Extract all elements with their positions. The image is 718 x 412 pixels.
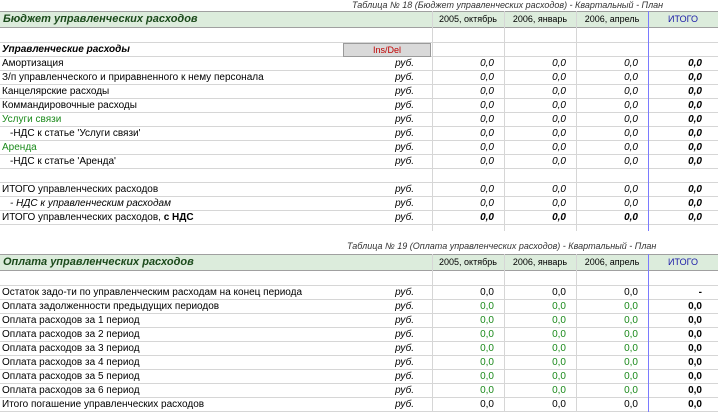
total-cell: 0,0 bbox=[688, 72, 702, 83]
value-cell: 0,0 bbox=[624, 58, 638, 69]
spacer-row bbox=[0, 272, 718, 286]
unit-cell: руб. bbox=[395, 128, 414, 139]
table18-col-2: 2006, январь bbox=[512, 14, 568, 24]
table19-title: Оплата управленческих расходов bbox=[3, 256, 194, 268]
unit-cell: руб. bbox=[395, 301, 414, 312]
section-title: Управленческие расходы bbox=[2, 44, 130, 55]
row-label: Оплата расходов за 4 период bbox=[2, 357, 140, 368]
unit-cell: руб. bbox=[395, 212, 414, 223]
value-cell: 0,0 bbox=[552, 357, 566, 368]
total-cell: 0,0 bbox=[688, 385, 702, 396]
value-cell: 0,0 bbox=[552, 371, 566, 382]
value-cell: 0,0 bbox=[480, 315, 494, 326]
total-cell: 0,0 bbox=[688, 128, 702, 139]
column-divider bbox=[576, 11, 577, 231]
column-divider bbox=[648, 254, 649, 412]
table-row bbox=[0, 99, 718, 113]
unit-cell: руб. bbox=[395, 72, 414, 83]
table-row bbox=[0, 286, 718, 300]
unit-cell: руб. bbox=[395, 86, 414, 97]
value-cell: 0,0 bbox=[624, 86, 638, 97]
total-cell: 0,0 bbox=[688, 100, 702, 111]
value-cell: 0,0 bbox=[552, 287, 566, 298]
total-cell: 0,0 bbox=[688, 301, 702, 312]
value-cell: 0,0 bbox=[624, 385, 638, 396]
table18-caption: Таблица № 18 (Бюджет управленческих расходов) - Квартальный - План bbox=[352, 0, 664, 10]
unit-cell: руб. bbox=[395, 114, 414, 125]
row-label: Оплата расходов за 1 период bbox=[2, 315, 140, 326]
total-cell: 0,0 bbox=[688, 315, 702, 326]
row-label: Услуги связи bbox=[2, 114, 62, 125]
value-cell: 0,0 bbox=[480, 100, 494, 111]
value-cell: 0,0 bbox=[552, 58, 566, 69]
value-cell: 0,0 bbox=[552, 72, 566, 83]
value-cell: 0,0 bbox=[480, 86, 494, 97]
table-row bbox=[0, 342, 718, 356]
row-label: Канцелярские расходы bbox=[2, 86, 110, 97]
value-cell: 0,0 bbox=[480, 287, 494, 298]
value-cell: 0,0 bbox=[480, 329, 494, 340]
value-cell: 0,0 bbox=[552, 156, 566, 167]
spacer-row bbox=[0, 169, 718, 183]
table19-col-3: 2006, апрель bbox=[584, 257, 640, 267]
value-cell: 0,0 bbox=[480, 399, 494, 410]
value-cell: 0,0 bbox=[480, 301, 494, 312]
unit-cell: руб. bbox=[395, 142, 414, 153]
value-cell: 0,0 bbox=[624, 343, 638, 354]
total-cell: 0,0 bbox=[688, 114, 702, 125]
table19-col-2: 2006, январь bbox=[512, 257, 568, 267]
table-row bbox=[0, 113, 718, 127]
table-row bbox=[0, 370, 718, 384]
value-cell: 0,0 bbox=[552, 212, 566, 223]
row-label bbox=[2, 211, 342, 224]
value-cell: 0,0 bbox=[480, 343, 494, 354]
column-divider bbox=[432, 254, 433, 412]
table18-title: Бюджет управленческих расходов bbox=[3, 13, 198, 25]
value-cell: 0,0 bbox=[480, 114, 494, 125]
value-cell: 0,0 bbox=[624, 142, 638, 153]
row-label: З/п управленческого и приравненного к нему персонала bbox=[2, 72, 264, 83]
unit-cell: руб. bbox=[395, 287, 414, 298]
unit-cell: руб. bbox=[395, 156, 414, 167]
value-cell: 0,0 bbox=[480, 184, 494, 195]
spacer-row bbox=[0, 29, 718, 43]
table-row bbox=[0, 356, 718, 370]
value-cell: 0,0 bbox=[624, 100, 638, 111]
value-cell: 0,0 bbox=[624, 357, 638, 368]
table-row bbox=[0, 155, 718, 169]
value-cell: 0,0 bbox=[552, 198, 566, 209]
table19-col-1: 2005, октябрь bbox=[439, 257, 497, 267]
unit-cell: руб. bbox=[395, 371, 414, 382]
value-cell: 0,0 bbox=[624, 399, 638, 410]
value-cell: 0,0 bbox=[624, 114, 638, 125]
value-cell: 0,0 bbox=[552, 399, 566, 410]
total-cell: 0,0 bbox=[688, 198, 702, 209]
total-cell: 0,0 bbox=[688, 156, 702, 167]
value-cell: 0,0 bbox=[480, 156, 494, 167]
value-cell: 0,0 bbox=[480, 371, 494, 382]
row-label: Оплата расходов за 3 период bbox=[2, 343, 140, 354]
table-row bbox=[0, 300, 718, 314]
row-label: Оплата расходов за 5 период bbox=[2, 371, 140, 382]
row-label: Коммандировочные расходы bbox=[2, 100, 137, 111]
table19-caption: Таблица № 19 (Оплата управленческих расходов) - Квартальный - План bbox=[347, 241, 657, 251]
total-cell: 0,0 bbox=[688, 357, 702, 368]
column-divider bbox=[432, 11, 433, 231]
row-label-bold: с НДС bbox=[163, 212, 194, 223]
unit-cell: руб. bbox=[395, 198, 414, 209]
value-cell: 0,0 bbox=[552, 315, 566, 326]
row-label: Оплата задолженности предыдущих периодов bbox=[2, 301, 220, 312]
total-cell: 0,0 bbox=[688, 212, 702, 223]
unit-cell: руб. bbox=[395, 58, 414, 69]
value-cell: 0,0 bbox=[624, 156, 638, 167]
unit-cell: руб. bbox=[395, 399, 414, 410]
table-row bbox=[0, 85, 718, 99]
total-cell: 0,0 bbox=[688, 399, 702, 410]
total-cell: - bbox=[698, 287, 702, 298]
total-cell: 0,0 bbox=[688, 184, 702, 195]
value-cell: 0,0 bbox=[480, 385, 494, 396]
table-row bbox=[0, 127, 718, 141]
value-cell: 0,0 bbox=[480, 72, 494, 83]
value-cell: 0,0 bbox=[552, 184, 566, 195]
value-cell: 0,0 bbox=[552, 385, 566, 396]
row-label: Остаток задо-ти по управленческим расходам на конец периода bbox=[2, 287, 303, 298]
row-label: Амортизация bbox=[2, 58, 64, 69]
table18-col-3: 2006, апрель bbox=[584, 14, 640, 24]
table-row bbox=[0, 57, 718, 71]
total-cell: 0,0 bbox=[688, 58, 702, 69]
value-cell: 0,0 bbox=[480, 58, 494, 69]
column-divider bbox=[504, 11, 505, 231]
value-cell: 0,0 bbox=[624, 72, 638, 83]
table19-col-total: ИТОГО bbox=[668, 257, 698, 267]
unit-cell: руб. bbox=[395, 100, 414, 111]
row-label-text: ИТОГО управленческих расходов, bbox=[2, 212, 164, 223]
table-row bbox=[0, 183, 718, 197]
value-cell: 0,0 bbox=[480, 142, 494, 153]
unit-cell: руб. bbox=[395, 315, 414, 326]
total-cell: 0,0 bbox=[688, 329, 702, 340]
value-cell: 0,0 bbox=[552, 114, 566, 125]
row-label: -НДС к статье 'Аренда' bbox=[10, 156, 116, 167]
table18-header-band bbox=[0, 11, 718, 28]
row-label: Оплата расходов за 6 период bbox=[2, 385, 140, 396]
value-cell: 0,0 bbox=[624, 184, 638, 195]
row-label: ИТОГО управленческих расходов bbox=[2, 184, 159, 195]
unit-cell: руб. bbox=[395, 357, 414, 368]
value-cell: 0,0 bbox=[624, 287, 638, 298]
table-row bbox=[0, 211, 718, 225]
value-cell: 0,0 bbox=[552, 86, 566, 97]
value-cell: 0,0 bbox=[624, 128, 638, 139]
unit-cell: руб. bbox=[395, 184, 414, 195]
row-label: -НДС к статье 'Услуги связи' bbox=[10, 128, 141, 139]
value-cell: 0,0 bbox=[624, 198, 638, 209]
value-cell: 0,0 bbox=[624, 371, 638, 382]
row-label: - НДС к управленческим расходам bbox=[10, 198, 171, 209]
value-cell: 0,0 bbox=[480, 128, 494, 139]
table18-col-total: ИТОГО bbox=[668, 14, 698, 24]
unit-cell: руб. bbox=[395, 385, 414, 396]
value-cell: 0,0 bbox=[552, 329, 566, 340]
value-cell: 0,0 bbox=[552, 100, 566, 111]
table-row bbox=[0, 328, 718, 342]
column-divider bbox=[648, 11, 649, 231]
row-label: Итого погашение управленческих расходов bbox=[2, 399, 205, 410]
unit-cell: руб. bbox=[395, 329, 414, 340]
table-row bbox=[0, 398, 718, 412]
table-row bbox=[0, 71, 718, 85]
total-cell: 0,0 bbox=[688, 371, 702, 382]
value-cell: 0,0 bbox=[480, 198, 494, 209]
value-cell: 0,0 bbox=[552, 301, 566, 312]
value-cell: 0,0 bbox=[480, 357, 494, 368]
table18-col-1: 2005, октябрь bbox=[439, 14, 497, 24]
value-cell: 0,0 bbox=[624, 329, 638, 340]
table19-header-band bbox=[0, 254, 718, 271]
row-label: Аренда bbox=[2, 142, 37, 153]
ins-del-button[interactable]: Ins/Del bbox=[343, 43, 431, 57]
value-cell: 0,0 bbox=[624, 315, 638, 326]
value-cell: 0,0 bbox=[552, 343, 566, 354]
table-row bbox=[0, 384, 718, 398]
table-row bbox=[0, 141, 718, 155]
column-divider bbox=[504, 254, 505, 412]
row-label: Оплата расходов за 2 период bbox=[2, 329, 140, 340]
total-cell: 0,0 bbox=[688, 343, 702, 354]
value-cell: 0,0 bbox=[624, 212, 638, 223]
table-row bbox=[0, 314, 718, 328]
value-cell: 0,0 bbox=[480, 212, 494, 223]
unit-cell: руб. bbox=[395, 343, 414, 354]
table-row bbox=[0, 197, 718, 211]
total-cell: 0,0 bbox=[688, 142, 702, 153]
column-divider bbox=[576, 254, 577, 412]
value-cell: 0,0 bbox=[624, 301, 638, 312]
total-cell: 0,0 bbox=[688, 86, 702, 97]
value-cell: 0,0 bbox=[552, 128, 566, 139]
value-cell: 0,0 bbox=[552, 142, 566, 153]
